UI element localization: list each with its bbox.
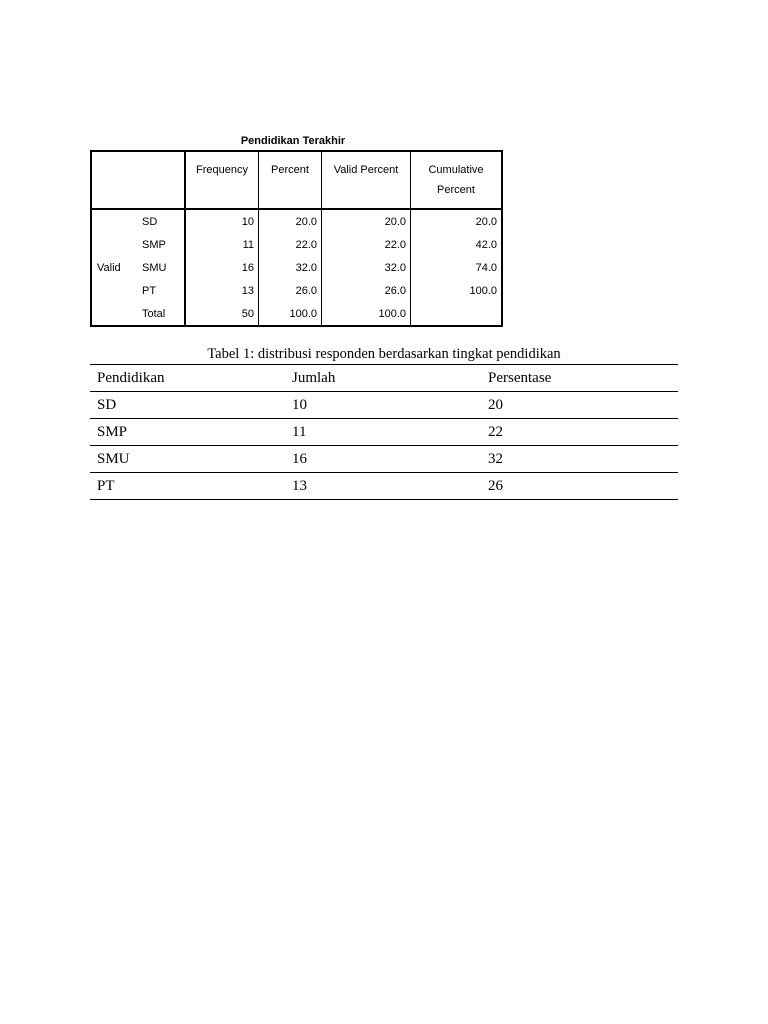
valid-percent-cell: 32.0	[322, 256, 411, 279]
header-jumlah: Jumlah	[292, 365, 488, 392]
pendidikan-cell: PT	[90, 473, 292, 500]
cumulative-cell: 42.0	[475, 238, 497, 251]
doc-header-row	[90, 365, 678, 392]
table-caption: Tabel 1: distribusi responden berdasarkan tingkat pendidikan	[207, 346, 561, 362]
persentase-cell: 22	[488, 419, 678, 446]
frequency-cell: 16	[185, 256, 259, 279]
table-row	[90, 473, 678, 500]
table-row-total	[91, 302, 502, 326]
frequency-cell: 50	[185, 302, 259, 326]
header-pendidikan: Pendidikan	[90, 365, 292, 392]
group-label-valid: Valid	[97, 261, 121, 274]
category-cell: Total	[136, 302, 185, 326]
pendidikan-cell: SD	[90, 392, 292, 419]
cumulative-cell	[411, 302, 503, 326]
table-row	[90, 392, 678, 419]
percent-cell: 22.0	[259, 233, 322, 256]
frequency-cell: 10	[185, 209, 259, 233]
frequency-cell: 13	[185, 279, 259, 302]
percent-cell: 20.0	[259, 209, 322, 233]
table-row	[91, 209, 502, 233]
jumlah-cell: 10	[292, 392, 488, 419]
category-cell: SMP	[136, 233, 185, 256]
table-row	[90, 419, 678, 446]
valid-percent-cell: 22.0	[322, 233, 411, 256]
header-cumulative-line2: Percent	[437, 184, 475, 196]
category-cell: PT	[136, 279, 185, 302]
persentase-cell: 20	[488, 392, 678, 419]
persentase-cell: 26	[488, 473, 678, 500]
header-cumulative-line1: Cumulative	[428, 164, 484, 176]
valid-percent-cell: 100.0	[322, 302, 411, 326]
pendidikan-cell: SMP	[90, 419, 292, 446]
spss-frequency-table	[90, 150, 503, 327]
header-persentase: Persentase	[488, 365, 678, 392]
percent-cell: 100.0	[259, 302, 322, 326]
jumlah-cell: 13	[292, 473, 488, 500]
header-valid-percent: Valid Percent	[322, 151, 411, 209]
header-cumulative-percent	[411, 151, 503, 209]
jumlah-cell: 16	[292, 446, 488, 473]
distribution-table	[90, 364, 678, 500]
header-blank-2	[136, 151, 185, 209]
jumlah-cell: 11	[292, 419, 488, 446]
spss-header-row	[91, 151, 502, 209]
header-frequency: Frequency	[185, 151, 259, 209]
table-row	[91, 256, 502, 279]
cumulative-cell: 74.0	[475, 261, 497, 274]
category-cell: SD	[136, 209, 185, 233]
percent-cell: 32.0	[259, 256, 322, 279]
cumulative-cell: 100.0	[469, 284, 497, 297]
header-blank-1	[91, 151, 136, 209]
header-percent: Percent	[259, 151, 322, 209]
percent-cell: 26.0	[259, 279, 322, 302]
valid-percent-cell: 20.0	[322, 209, 411, 233]
cumulative-cell: 20.0	[475, 215, 497, 228]
valid-percent-cell: 26.0	[322, 279, 411, 302]
table-row	[91, 233, 502, 256]
pendidikan-cell: SMU	[90, 446, 292, 473]
table-row	[91, 279, 502, 302]
frequency-cell: 11	[185, 233, 259, 256]
persentase-cell: 32	[488, 446, 678, 473]
table-row	[90, 446, 678, 473]
spss-table-title: Pendidikan Terakhir	[240, 135, 346, 147]
category-cell: SMU	[136, 256, 185, 279]
